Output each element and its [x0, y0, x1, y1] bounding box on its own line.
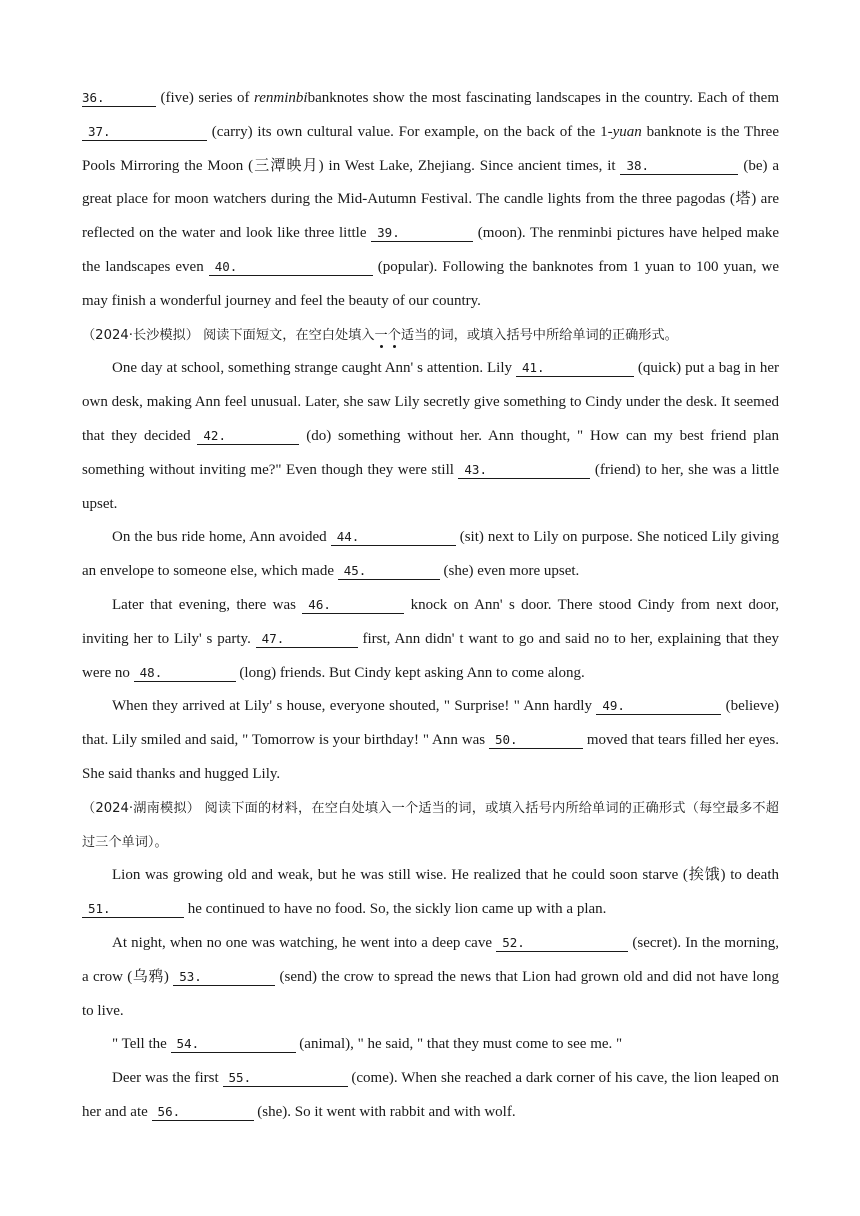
- passage-paragraph: [82, 690, 779, 791]
- passage-text: first, Ann didn' t want to go and said no to her, explaining that they were no: [82, 630, 779, 681]
- passage-paragraph: [82, 1028, 779, 1062]
- passage-paragraph: [82, 352, 779, 521]
- answer-blank-52[interactable]: 52.: [496, 935, 628, 952]
- answer-blank-41[interactable]: 41.: [516, 360, 634, 377]
- passage-text: (carry) its own cultural value. For example, on the back of the 1-: [207, 123, 613, 140]
- passage-paragraph: [82, 927, 779, 1028]
- passage-paragraph: [82, 1062, 779, 1130]
- passage-text: One day at school, something strange caught Ann' s attention. Lily: [112, 360, 516, 377]
- passage-text: moved that tears filled her eyes. She said thanks and hugged Lily.: [82, 732, 779, 782]
- passage-text: banknote is the Three Pools Mirroring the Moon (三潭映月) in West Lake, Zhejiang. Since ancient times, it: [82, 123, 779, 174]
- passage-text: (believe) that. Lily smiled and said, " Tomorrow is your birthday! " Ann was: [82, 698, 779, 749]
- passage-text: (come). When she reached a dark corner of his cave, the lion leaped on her and ate: [82, 1070, 779, 1120]
- passage-text: (moon). The renminbi pictures have helped make the landscapes even: [82, 225, 779, 275]
- passage-text: (sit) next to Lily on purpose. She noticed Lily giving an envelope to someone else, which made: [82, 529, 779, 580]
- answer-blank-46[interactable]: 46.: [302, 597, 404, 614]
- answer-blank-39[interactable]: 39.: [371, 225, 473, 242]
- passage-text: (animal), " he said, " that they must come to see me. ": [295, 1036, 623, 1053]
- answer-blank-40[interactable]: 40.: [209, 259, 373, 276]
- section-heading-changsha: [82, 319, 779, 353]
- answer-blank-37[interactable]: 37.: [82, 124, 207, 141]
- passage-text: Later that evening, there was: [112, 596, 303, 613]
- passage-text: " Tell the: [112, 1036, 171, 1053]
- passage-text: (send) the crow to spread the news that Lion had grown old and did not have long to live.: [82, 968, 779, 1019]
- passage-text: (she). So it went with rabbit and with wolf.: [253, 1103, 516, 1120]
- passage-text: (quick) put a bag in her own desk, making Ann feel unusual. Later, she saw Lily secretly give something to Cindy under the desk. It seemed that they decided: [82, 360, 779, 444]
- passage-text: (long) friends. But Cindy kept asking Ann to come along.: [235, 664, 585, 681]
- answer-blank-38[interactable]: 38.: [620, 158, 738, 175]
- passage-text: yuan: [612, 123, 642, 140]
- passage-text: (popular). Following the banknotes from 1 yuan to 100 yuan, we may finish a wonderful journey and feel the beauty of our country.: [82, 258, 779, 309]
- passage-text: (secret). In the morning, a crow (乌鸦): [82, 934, 780, 985]
- passage-text: (friend) to her, she was a little upset.: [82, 461, 779, 512]
- answer-blank-49[interactable]: 49.: [596, 698, 721, 715]
- answer-blank-50[interactable]: 50.: [489, 732, 583, 749]
- passage-text: he continued to have no food. So, the sickly lion came up with a plan.: [184, 901, 607, 918]
- passage-text: (five) series of: [156, 90, 254, 106]
- answer-blank-48[interactable]: 48.: [134, 665, 236, 682]
- passage-paragraph: [82, 521, 779, 589]
- passage-text: At night, when no one was watching, he went into a deep cave: [112, 934, 497, 951]
- answer-blank-45[interactable]: 45.: [338, 563, 440, 580]
- passage-text: (she) even more upset.: [439, 563, 580, 580]
- heading-text: （2024·长沙模拟） 阅读下面短文，在空白处填入: [82, 327, 375, 343]
- section-heading-hunan: （2024·湖南模拟） 阅读下面的材料，在空白处填入一个适当的词，或填入括号内所给单词的正确形式（每空最多不超过三个单词）。: [82, 800, 779, 850]
- passage-text: On the bus ride home, Ann avoided: [112, 529, 331, 546]
- answer-blank-54[interactable]: 54.: [171, 1036, 296, 1053]
- answer-blank-47[interactable]: 47.: [256, 631, 358, 648]
- emphasis-dot-char: 个: [387, 327, 401, 343]
- emphasis-dot-char: 一: [374, 327, 388, 343]
- answer-blank-56[interactable]: 56.: [152, 1104, 254, 1121]
- answer-blank-43[interactable]: 43.: [458, 462, 590, 479]
- passage-text: Deer was the first: [112, 1070, 223, 1087]
- answer-blank-55[interactable]: 55.: [223, 1070, 348, 1087]
- answer-blank-53[interactable]: 53.: [173, 969, 275, 986]
- document-page: [82, 82, 779, 1130]
- passage-text: Lion was growing old and weak, but he was still wise. He realized that he could soon starve (挨饿) to death: [112, 867, 779, 884]
- passage-text: (be) a great place for moon watchers during the Mid-Autumn Festival. The candle lights from the three pagodas (塔) are reflected on the water and look like three little: [82, 157, 779, 242]
- passage-text: renminbi: [253, 90, 308, 106]
- passage-text: banknotes show the most fascinating landscapes in the country. Each of them: [307, 90, 779, 106]
- passage-banknotes: [82, 82, 779, 319]
- passage-paragraph: [82, 589, 779, 690]
- passage-text: knock on Ann' s door. There stood Cindy from next door, inviting her to Lily' s party.: [82, 596, 779, 647]
- passage-paragraph: [82, 859, 779, 927]
- answer-blank-44[interactable]: 44.: [331, 529, 456, 546]
- passage-text: (do) something without her. Ann thought, " How can my best friend plan something without inviting me?" Even though they were still: [82, 427, 779, 478]
- answer-blank-36[interactable]: 36.: [82, 90, 156, 107]
- heading-text: 适当的词，或填入括号中所给单词的正确形式。: [400, 327, 678, 343]
- answer-blank-51[interactable]: 51.: [82, 901, 184, 918]
- passage-text: When they arrived at Lily' s house, everyone shouted, " Surprise! " Ann hardly: [112, 698, 597, 715]
- answer-blank-42[interactable]: 42.: [197, 428, 299, 445]
